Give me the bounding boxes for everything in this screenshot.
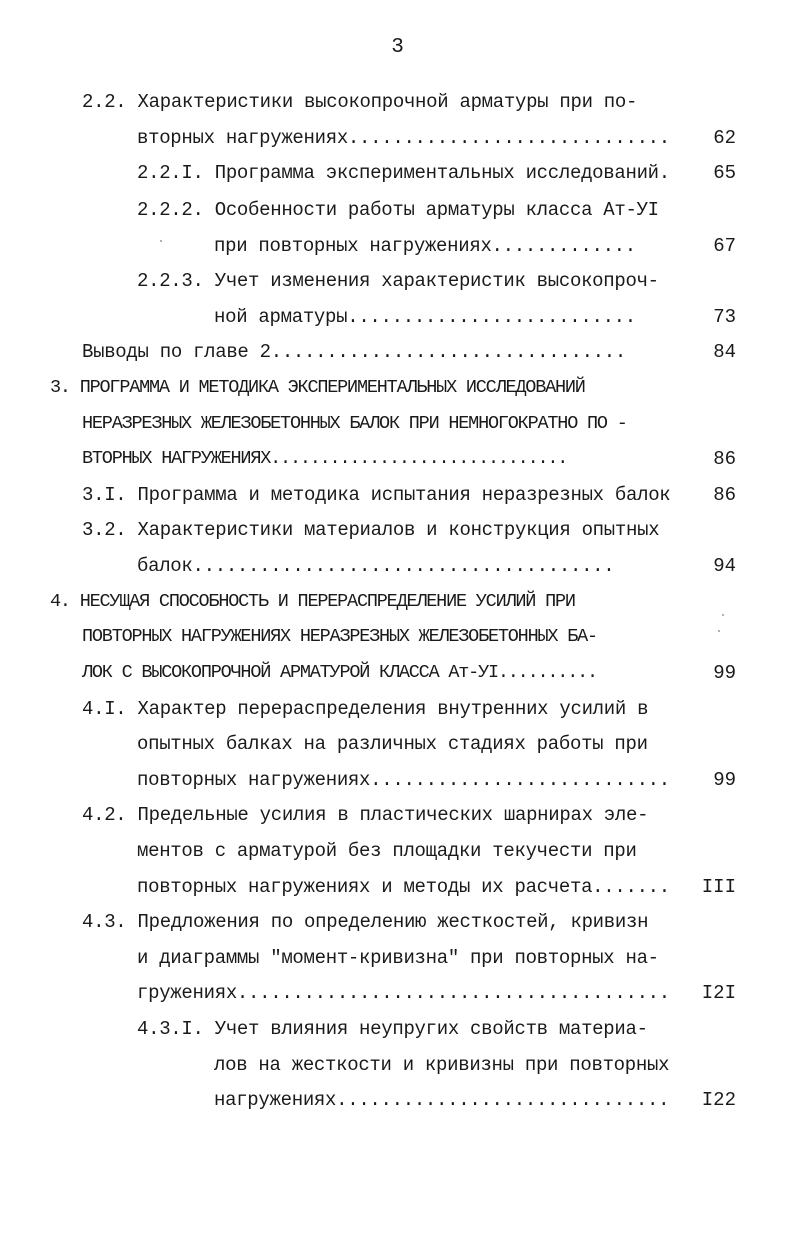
toc-line: 4.I. Характер перераспределения внутренних усилий в xyxy=(82,698,649,720)
toc-line: Выводы по главе 2................................ xyxy=(82,341,626,363)
toc-line: ной арматуры.......................... xyxy=(214,306,636,328)
toc-line: 2.2.I. Программа экспериментальных исследований. xyxy=(137,162,670,184)
toc-line: 2.2.2. Особенности работы арматуры класса Ат-УI xyxy=(137,199,659,221)
toc-line: ЛОК С ВЫСОКОПРОЧНОЙ АРМАТУРОЙ КЛАССА Ат-УI.......... xyxy=(82,662,597,683)
toc-line: ПОВТОРНЫХ НАГРУЖЕНИЯХ НЕРАЗРЕЗНЫХ ЖЕЛЕЗОБЕТОННЫХ БА- xyxy=(82,626,597,647)
toc-line: 2.2.3. Учет изменения характеристик высокопроч- xyxy=(137,270,659,292)
toc-line: ментов с арматурой без площадки текучести при xyxy=(137,840,637,862)
toc-page-number: 99 xyxy=(713,662,736,684)
scan-speck xyxy=(160,240,162,242)
toc-line: при повторных нагружениях............. xyxy=(214,235,636,257)
toc-page-number: 86 xyxy=(713,484,736,506)
toc-line: вторных нагружениях............................. xyxy=(137,127,670,149)
toc-line: нагружениях.............................. xyxy=(214,1089,670,1111)
toc-line: и диаграммы "момент-кривизна" при повторных на- xyxy=(137,947,659,969)
toc-line: НЕРАЗРЕЗНЫХ ЖЕЛЕЗОБЕТОННЫХ БАЛОК ПРИ НЕМНОГОКРАТНО ПО - xyxy=(82,413,627,434)
toc-line: 4. НЕСУЩАЯ СПОСОБНОСТЬ И ПЕРЕРАСПРЕДЕЛЕНИЕ УСИЛИЙ ПРИ xyxy=(50,591,575,612)
toc-line: 4.3. Предложения по определению жесткостей, кривизн xyxy=(82,911,649,933)
toc-line: гружениях....................................... xyxy=(137,982,670,1004)
toc-page-number: 65 xyxy=(713,162,736,184)
toc-line: 4.3.I. Учет влияния неупругих свойств материа- xyxy=(137,1018,648,1040)
toc-page-number: 86 xyxy=(713,448,736,470)
toc-line: повторных нагружениях и методы их расчета....... xyxy=(137,876,670,898)
toc-line: повторных нагружениях........................... xyxy=(137,769,670,791)
scan-speck xyxy=(722,614,724,616)
scan-speck xyxy=(718,630,720,632)
toc-line: лов на жесткости и кривизны при повторных xyxy=(214,1054,670,1076)
page-number: 3 xyxy=(391,36,404,59)
toc-page-number: 62 xyxy=(713,127,736,149)
toc-page-number: I22 xyxy=(701,1089,736,1111)
toc-page-number: I2I xyxy=(701,982,736,1004)
toc-line: опытных балках на различных стадиях работы при xyxy=(137,733,648,755)
toc-page-number: 67 xyxy=(713,235,736,257)
toc-page-number: 73 xyxy=(713,306,736,328)
toc-line: 3.2. Характеристики материалов и конструкция опытных xyxy=(82,519,660,541)
toc-line: 3. ПРОГРАММА И МЕТОДИКА ЭКСПЕРИМЕНТАЛЬНЫХ ИССЛЕДОВАНИЙ xyxy=(50,377,585,398)
toc-page-number: 84 xyxy=(713,341,736,363)
toc-line: 3.I. Программа и методика испытания неразрезных балок xyxy=(82,484,671,506)
toc-page-number: 94 xyxy=(713,555,736,577)
toc-line: ВТОРНЫХ НАГРУЖЕНИЯХ.............................. xyxy=(82,448,568,469)
toc-line: балок...................................... xyxy=(137,555,615,577)
toc-page-number: III xyxy=(701,876,736,898)
toc-line: 2.2. Характеристики высокопрочной арматуры при по- xyxy=(82,91,638,113)
toc-page-number: 99 xyxy=(713,769,736,791)
toc-line: 4.2. Предельные усилия в пластических шарнирах эле- xyxy=(82,804,649,826)
